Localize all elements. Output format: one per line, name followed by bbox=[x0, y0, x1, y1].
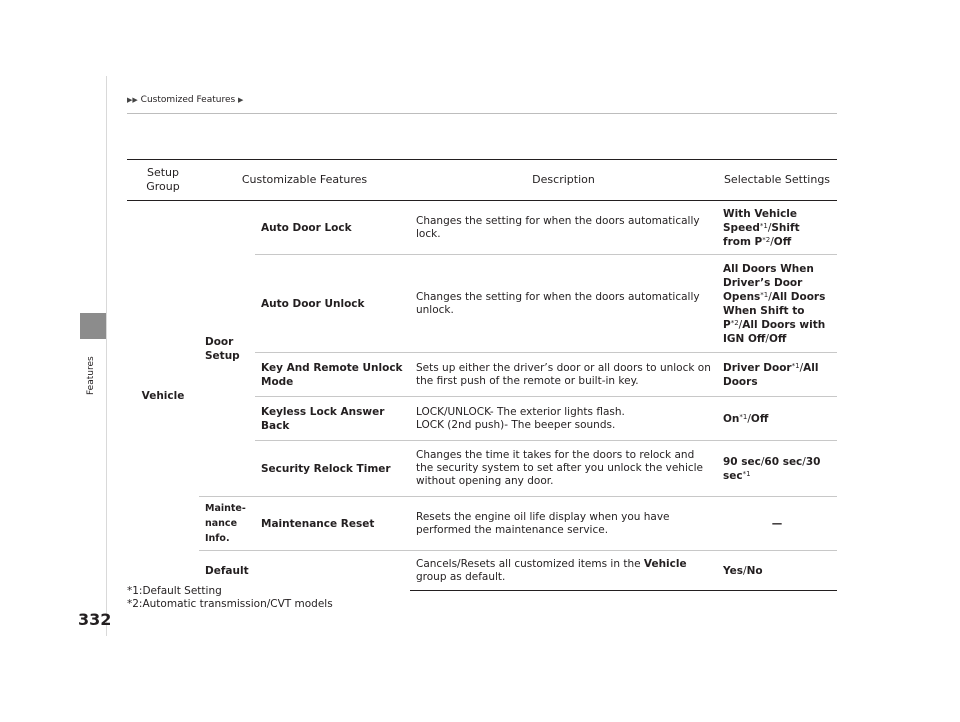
feature-description: Sets up either the driver’s door or all doors to unlock on the first push of the remote or built-in key. bbox=[410, 353, 717, 397]
selectable-settings: — bbox=[717, 497, 837, 551]
feature-description: LOCK/UNLOCK- The exterior lights flash. LOCK (2nd push)- The beeper sounds. bbox=[410, 397, 717, 441]
subgroup-door-setup: Door Setup bbox=[199, 201, 255, 497]
breadcrumb-link[interactable]: Customized Features bbox=[140, 95, 236, 105]
feature-name: Auto Door Lock bbox=[255, 201, 410, 255]
subgroup-default: Default bbox=[205, 564, 249, 577]
table-row bbox=[127, 201, 837, 255]
feature-name: Auto Door Unlock bbox=[255, 255, 410, 353]
footnotes bbox=[127, 585, 333, 611]
footnote-transmission: *2:Automatic transmission/CVT models bbox=[127, 598, 333, 610]
breadcrumb-rule bbox=[127, 113, 837, 114]
margin-divider bbox=[106, 76, 107, 636]
selectable-settings: All Doors When Driver’s Door Opens$^{*1}$/All Doors When Shift to $P^{*2}$/All Doors with IGN Off/Off bbox=[717, 255, 837, 353]
table-row bbox=[127, 497, 837, 551]
table-header-row bbox=[127, 160, 837, 201]
selectable-settings: 90 sec/60 sec/30 $\sec^{*1}$ bbox=[717, 441, 837, 497]
breadcrumb-arrow-icon: ▶▶ bbox=[127, 96, 138, 104]
breadcrumb-arrow-icon: ▶ bbox=[238, 96, 244, 104]
feature-description: Resets the engine oil life display when you have performed the maintenance service. bbox=[410, 497, 717, 551]
header-description: Description bbox=[410, 160, 717, 201]
subgroup-maintenance-info: Mainte- nance Info. bbox=[199, 497, 255, 551]
footnote-default-setting: *1:Default Setting bbox=[127, 585, 222, 597]
header-customizable-features: Customizable Features bbox=[199, 160, 410, 201]
feature-description: Changes the time it takes for the doors to relock and the security system to set after you unlock the vehicle without opening any door. bbox=[410, 441, 717, 497]
selectable-settings: On$^{*1}$/Off bbox=[717, 397, 837, 441]
selectable-settings: Yes/No bbox=[717, 551, 837, 591]
selectable-settings: With Vehicle Speed$^{*1}$/Shift from $P^{*2}$/Off bbox=[717, 201, 837, 255]
feature-name: Maintenance Reset bbox=[255, 497, 410, 551]
feature-name: Security Relock Timer bbox=[255, 441, 410, 497]
section-side-label: Features bbox=[86, 356, 96, 395]
page-number: 332 bbox=[78, 610, 112, 629]
breadcrumb bbox=[127, 95, 243, 105]
feature-description: Changes the setting for when the doors automatically unlock. bbox=[410, 255, 717, 353]
feature-description: Cancels/Resets all customized items in the Vehicle group as default. bbox=[410, 551, 717, 591]
group-vehicle: Vehicle bbox=[141, 389, 185, 402]
customized-features-table bbox=[127, 159, 837, 591]
feature-description: Changes the setting for when the doors automatically lock. bbox=[410, 201, 717, 255]
selectable-settings: Driver Door$^{*1}$/All Doors bbox=[717, 353, 837, 397]
section-tab-marker bbox=[80, 313, 106, 339]
feature-name: Keyless Lock Answer Back bbox=[255, 397, 410, 441]
header-setup-group: Setup Group bbox=[127, 160, 199, 201]
feature-name: Key And Remote Unlock Mode bbox=[255, 353, 410, 397]
header-selectable-settings: Selectable Settings bbox=[717, 160, 837, 201]
